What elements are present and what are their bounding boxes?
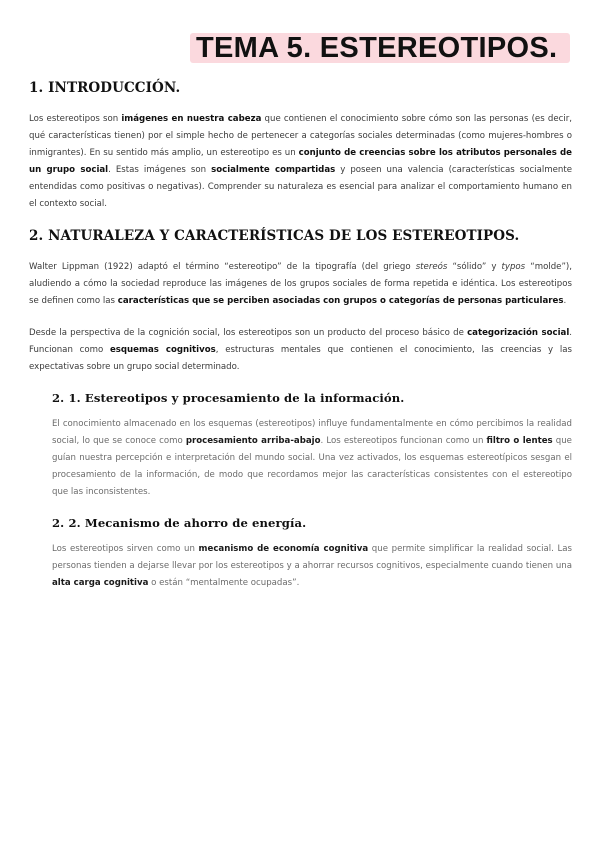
heading-naturaleza: 2. NATURALEZA Y CARACTERÍSTICAS DE LOS ESTEREOTIPOS.	[29, 228, 520, 244]
subsection-procesamiento	[29, 391, 572, 501]
document-body	[29, 80, 572, 592]
procesamiento-paragraph: El conocimiento almacenado en los esquemas (estereotipos) influye fundamentalmente en cómo percibimos la realidad social, lo que se conoce como procesamiento arriba-abajo. Los estereotipos funcionan como un filtro o lentes que guían nuestra percepción e interpretación del mundo social. Una vez activados, los esquemas estereotípicos sesgan el procesamiento de la información, de modo que recordamos mejor las características consistentes con el estereotipo que las inconsistentes.	[52, 419, 572, 497]
heading-ahorro: 2. 2. Mecanismo de ahorro de energía.	[52, 516, 307, 530]
cognicion-paragraph: Desde la perspectiva de la cognición social, los estereotipos son un producto del proceso básico de categorización social. Funcionan como esquemas cognitivos, estructuras mentales que contienen el conocimiento, las creencias y las expectativas sobre un grupo social determinado.	[29, 328, 572, 372]
ahorro-paragraph: Los estereotipos sirven como un mecanismo de economía cognitiva que permite simplificar la realidad social. Las personas tienden a dejarse llevar por los estereotipos y a ahorrar recursos cognitivos, especialmente cuando tienen una alta carga cognitiva o están “mentalmente ocupadas”.	[52, 544, 573, 588]
intro-paragraph: Los estereotipos son imágenes en nuestra cabeza que contienen el conocimiento sobre cómo son las personas (es decir, qué características tienen) por el simple hecho de pertenecer a categorías sociales determinadas (como mujeres-hombres o inmigrantes). En su sentido más amplio, un estereotipo es un conjunto de creencias sobre los atributos personales de un grupo social. Estas imágenes son socialmente compartidas y poseen una valencia (características socialmente entendidas como positivas o negativas). Comprender su naturaleza es esencial para analizar el comportamiento humano en el contexto social.	[29, 114, 572, 209]
page-title: TEMA 5. ESTEREOTIPOS.	[196, 32, 558, 64]
subsection-ahorro	[29, 516, 572, 592]
lippman-paragraph: Walter Lippman (1922) adaptó el término “estereotipo” de la tipografía (del griego stereós “sólido” y typos “molde”), aludiendo a cómo la sociedad reproduce las imágenes de los grupos sociales de forma repetida e idéntica. Los estereotipos se definen como las características que se perciben asociadas con grupos o categorías de personas particulares.	[29, 262, 572, 306]
heading-introduccion: 1. INTRODUCCIÓN.	[29, 80, 181, 96]
heading-procesamiento: 2. 1. Estereotipos y procesamiento de la información.	[52, 391, 405, 405]
